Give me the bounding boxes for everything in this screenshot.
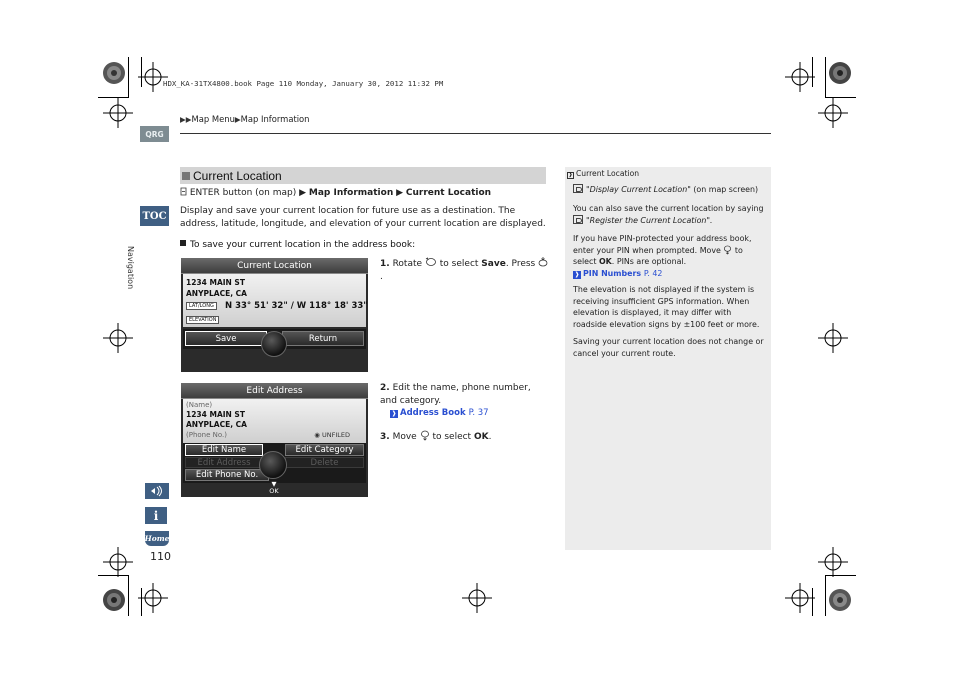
crop-line [128, 57, 129, 98]
step-2-text: Edit the name, phone number, and category. [380, 383, 531, 406]
registration-mark-icon [818, 547, 848, 577]
step-3-ok: OK [473, 432, 489, 442]
address-book-link-text: Address Book [400, 408, 466, 418]
location-info-panel [183, 274, 366, 327]
cross-reference-icon: ❱ [574, 270, 580, 278]
route-note: Saving your current location does not change or cancel your current route. [573, 337, 764, 358]
step-1-number: 1. [380, 259, 390, 269]
procedure-heading-text: To save your current location in the address book: [190, 240, 416, 250]
save-button[interactable]: Save [185, 331, 267, 346]
current-location-screenshot [181, 258, 368, 372]
step-3-text: Move [392, 432, 417, 442]
step-3 [380, 430, 550, 444]
section-title: Current Location [193, 168, 282, 183]
voice-command-icon [573, 215, 583, 224]
step-1-text-c: . Press [505, 259, 536, 269]
screen-title: Current Location [181, 258, 368, 274]
name-placeholder: (Name) [186, 401, 213, 409]
address-line-2: ANYPLACE, CA [186, 289, 247, 298]
menu-path-step-2: Current Location [405, 188, 492, 198]
menu-path [180, 187, 491, 198]
registration-mark-icon [103, 547, 133, 577]
pin-numbers-link-text: PIN Numbers [583, 268, 642, 278]
section-description: Display and save your current location for future use as a destination. The address, latitude, longitude, and elevation of your current location are displayed. [180, 206, 546, 229]
edit-category-button[interactable]: Edit Category [285, 444, 364, 456]
unfiled-label: UNFILED [321, 431, 350, 439]
sidebar-heading-text: Current Location [576, 169, 640, 178]
rotate-dial-icon [425, 257, 437, 267]
ok-label: OK [269, 487, 279, 495]
voice-command-icon [149, 485, 165, 497]
menu-path-prefix: ENTER button (on map) [189, 188, 297, 198]
coordinates: N 33° 51' 32" / W 118° 18' 33" [225, 301, 368, 311]
register-location-note [573, 203, 765, 226]
registration-mark-icon [138, 583, 168, 613]
print-header: HDX_KA-31TX4800.book Page 110 Monday, January 30, 2012 11:32 PM [163, 79, 444, 88]
step-1-text-d: . [380, 271, 383, 282]
registration-mark-icon [818, 323, 848, 353]
address-line-1: 1234 MAIN ST [186, 410, 245, 419]
step-3-text-b: to select [432, 432, 472, 442]
note-icon: ❱ [568, 172, 573, 178]
step-2-number: 2. [380, 383, 390, 393]
step-1-save: Save [481, 259, 506, 269]
pin-note-ok: OK [598, 257, 612, 267]
qrg-tab[interactable]: QRG [140, 126, 169, 142]
return-button[interactable]: Return [282, 331, 364, 346]
step-1-text: Rotate [392, 259, 423, 269]
screen-title: Edit Address [181, 383, 368, 399]
address-line-2: ANYPLACE, CA [186, 420, 247, 429]
bullet-square-icon [180, 240, 186, 246]
address-panel [183, 399, 366, 443]
interface-dial [259, 451, 287, 479]
breadcrumb-arrows: ▶▶ [180, 115, 192, 124]
toc-tab[interactable]: TOC [140, 206, 169, 226]
crop-line [825, 57, 826, 98]
step-1-text-b: to select [439, 259, 479, 269]
procedure-heading [180, 240, 415, 250]
pin-note-text-c: . PINs are optional. [611, 257, 687, 267]
path-arrow-icon: ▶ [299, 188, 307, 198]
elevation-label: ELEVATION [186, 316, 219, 324]
registration-mark-icon [785, 583, 815, 613]
edit-phone-button[interactable]: Edit Phone No. [185, 469, 269, 481]
delete-button[interactable]: Delete [285, 457, 364, 468]
address-book-page: P. 37 [468, 408, 489, 418]
edit-address-screenshot [181, 383, 368, 497]
registration-mark-icon [103, 323, 133, 353]
registration-mark-icon [785, 62, 815, 92]
voice-command-1: "Display Current Location" [586, 185, 691, 194]
index-tab[interactable] [145, 507, 167, 524]
address-book-link[interactable] [390, 408, 489, 418]
register-note-text: You can also save the current location by saying [573, 204, 764, 213]
color-dial-icon [102, 61, 126, 85]
pin-numbers-link[interactable] [573, 269, 662, 278]
breadcrumb-item-map-information[interactable]: Map Information [240, 114, 310, 124]
color-dial-icon [828, 61, 852, 85]
section-title-bar [180, 167, 546, 184]
page-number: 110 [150, 550, 171, 563]
elevation-note: The elevation is not displayed if the system is receiving insufficient GPS information. When elevation is displayed, it may differ with roadside elevation signs by ±100 feet or more. [573, 285, 760, 329]
navigation-chapter-label: Navigation [126, 246, 135, 290]
breadcrumb [180, 114, 310, 124]
header-divider [180, 133, 771, 134]
ok-indicator[interactable] [266, 481, 282, 495]
breadcrumb-item-map-menu[interactable]: Map Menu [191, 114, 235, 124]
breadcrumb-separator: ▶ [234, 115, 241, 124]
move-dial-icon [420, 430, 430, 441]
pin-note-text: If you have PIN-protected your address book, enter your PIN when prompted. Move [573, 234, 752, 255]
voice-command-2: "Register the Current Location". [586, 215, 713, 225]
home-tab[interactable]: Home [145, 531, 169, 546]
cross-reference-icon: ❱ [391, 410, 397, 417]
path-arrow-icon: ▶ [396, 188, 404, 198]
enter-button-icon [180, 187, 187, 196]
pin-note-text-b: to select [573, 245, 743, 267]
color-dial-icon [828, 588, 852, 612]
crop-line [825, 575, 826, 616]
phone-placeholder: (Phone No.) [186, 431, 227, 439]
registration-mark-icon [818, 98, 848, 128]
category-status [314, 431, 350, 439]
edit-address-button[interactable]: Edit Address [185, 457, 263, 468]
interface-dial [261, 331, 287, 357]
sidebar-heading [567, 169, 639, 179]
pin-note [573, 233, 765, 279]
latlong-label: LAT/LONG [186, 302, 217, 310]
pin-numbers-page: P. 42 [643, 268, 663, 278]
edit-name-button[interactable]: Edit Name [185, 444, 263, 456]
section-square-icon [182, 172, 190, 180]
down-arrow-icon: ▼ [271, 480, 277, 488]
info-icon: i [153, 508, 159, 523]
move-dial-icon [723, 245, 732, 255]
voice-command-note [573, 184, 765, 196]
registration-mark-icon [462, 583, 492, 613]
voice-command-icon [573, 184, 583, 193]
press-dial-icon [538, 257, 548, 267]
category-icon: ◉ [314, 431, 320, 439]
address-line-1: 1234 MAIN ST [186, 278, 245, 287]
voice-command-1-suffix: (on map screen) [693, 185, 759, 194]
step-3-number: 3. [380, 432, 390, 442]
registration-mark-icon [103, 98, 133, 128]
voice-command-tab[interactable] [145, 483, 169, 499]
crop-line [128, 575, 129, 616]
color-dial-icon [102, 588, 126, 612]
step-3-text-c: . [488, 432, 492, 442]
menu-path-step-1: Map Information [308, 188, 394, 198]
step-2 [380, 382, 550, 420]
step-1 [380, 257, 550, 283]
